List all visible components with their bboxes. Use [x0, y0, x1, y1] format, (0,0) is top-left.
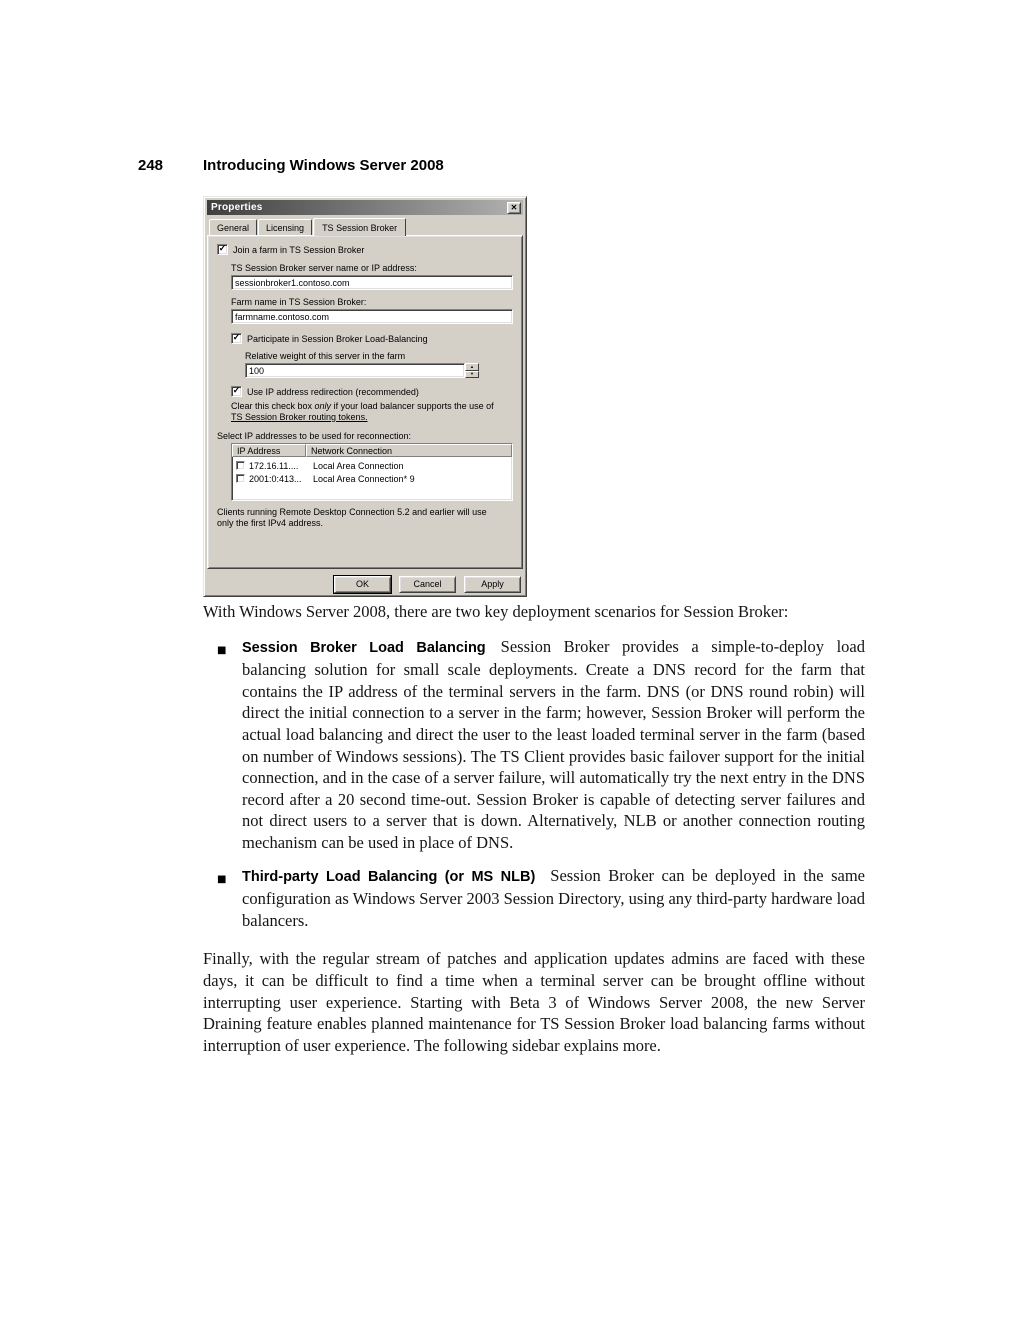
weight-label: Relative weight of this server in the farm	[245, 351, 406, 361]
tab-panel	[207, 235, 523, 569]
page-number: 248	[138, 157, 164, 174]
spin-down-button[interactable]	[465, 371, 479, 379]
spin-up-button[interactable]	[465, 363, 479, 371]
bullet-icon: ■	[217, 873, 227, 885]
clients-note: Clients running Remote Desktop Connection 5.2 and earlier will use only the first IPv4 address.	[217, 507, 487, 528]
participate-checkbox[interactable]	[231, 333, 513, 344]
tab-licensing[interactable]: Licensing	[258, 219, 312, 235]
ip-address-list[interactable]	[231, 443, 513, 501]
chevron-up-icon: ▲	[470, 363, 474, 369]
list-header	[232, 444, 512, 457]
chevron-down-icon: ▼	[470, 371, 474, 377]
tab-strip	[207, 218, 523, 235]
routing-tokens-link[interactable]: TS Session Broker routing tokens.	[231, 412, 368, 422]
join-farm-label: Join a farm in TS Session Broker	[233, 244, 365, 255]
bullet-icon: ■	[217, 644, 227, 656]
bullet-text: Session Broker can be deployed in the same configuration as Windows Server 2003 Session Directory, using any third-party hardware load balancers.	[242, 865, 865, 930]
bullet-lead: Third-party Load Balancing (or MS NLB)	[242, 868, 536, 885]
select-ip-label: Select IP addresses to be used for reconnection:	[217, 431, 411, 441]
weight-spinner	[245, 363, 479, 378]
properties-dialog	[203, 196, 527, 597]
server-name-input[interactable]	[231, 275, 513, 290]
page-title: Introducing Windows Server 2008	[203, 157, 444, 174]
ip-address-cell: 172.16.11....	[249, 460, 299, 471]
column-header-connection[interactable]: Network Connection	[306, 444, 512, 457]
apply-button[interactable]: Apply	[464, 576, 521, 593]
dialog-titlebar[interactable]	[207, 200, 523, 215]
bullet-text: Session Broker provides a simple-to-deploy load balancing solution for small scale deployments. Create a DNS record for the farm that contains the IP address of the terminal servers in the farm. DNS (or DNS round robin) will direct the initial connection to a server in the farm; however, Session Broker will perform the actual load balancing and direct the user to the least loaded terminal server in the farm (based on number of Windows sessions). The TS Client provides basic failover support for the initial connection, and in the case of a server failure, will automatically try the next entry in the DNS record after a 20 second time-out. Session Broker is capable of detecting server failures and not direct users to a server that is down. Alternatively, NLB or another connection routing mechanism can be used in place of DNS.	[242, 636, 865, 852]
clear-checkbox-note: Clear this check box only if your load balancer supports the use of TS Session Broker routing tokens.	[231, 401, 494, 422]
cancel-button[interactable]: Cancel	[399, 576, 456, 593]
join-farm-checkbox[interactable]	[217, 244, 513, 255]
close-button[interactable]	[507, 202, 521, 214]
list-item	[203, 636, 865, 854]
dialog-buttons	[207, 576, 523, 593]
body-text	[203, 601, 865, 1056]
checkbox-checked-icon[interactable]: ✓	[232, 385, 241, 395]
participate-label: Participate in Session Broker Load-Balancing	[247, 333, 428, 344]
farm-name-label: Farm name in TS Session Broker:	[231, 297, 367, 307]
bullet-lead: Session Broker Load Balancing	[242, 639, 486, 656]
ip-address-cell: 2001:0:413...	[249, 473, 302, 484]
table-row[interactable]	[232, 459, 512, 472]
bullet-body	[242, 865, 865, 932]
close-icon: ✕	[510, 202, 518, 212]
tab-ts-session-broker[interactable]: TS Session Broker	[313, 218, 406, 236]
table-row[interactable]	[232, 472, 512, 485]
list-item	[203, 865, 865, 932]
connection-cell: Local Area Connection* 9	[313, 473, 415, 484]
dialog-title: Properties	[211, 202, 263, 213]
closing-paragraph: Finally, with the regular stream of patches and application updates admins are faced with these days, it can be difficult to find a time when a terminal server can be brought offline without interrupting user experience. Starting with Beta 3 of Windows Server 2008, the new Server Draining feature enables planned maintenance for TS Session Broker load balancing farms without interruption of user experience. The following sidebar explains more.	[203, 949, 865, 1055]
ip-redirection-label: Use IP address redirection (recommended)	[247, 386, 419, 397]
bullet-body	[242, 636, 865, 854]
checkbox-checked-icon[interactable]: ✓	[218, 243, 227, 253]
server-name-label: TS Session Broker server name or IP address:	[231, 263, 417, 273]
checkbox-checked-icon[interactable]: ✓	[232, 332, 241, 342]
tab-general[interactable]: General	[209, 219, 257, 235]
weight-input[interactable]	[245, 363, 465, 378]
checkbox-unchecked-icon[interactable]	[236, 461, 245, 470]
intro-paragraph: With Windows Server 2008, there are two key deployment scenarios for Session Broker:	[203, 602, 789, 621]
farm-name-input[interactable]	[231, 309, 513, 324]
connection-cell: Local Area Connection	[313, 460, 404, 471]
checkbox-unchecked-icon[interactable]	[236, 474, 245, 483]
column-header-ip[interactable]: IP Address	[232, 444, 306, 457]
ok-button[interactable]: OK	[334, 576, 391, 593]
ip-redirection-checkbox[interactable]	[231, 386, 513, 397]
